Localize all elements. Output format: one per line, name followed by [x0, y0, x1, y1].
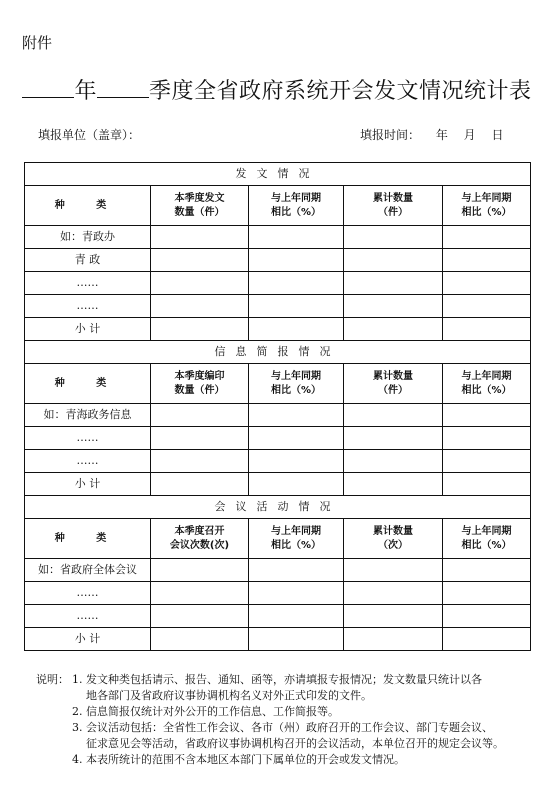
empty-cell[interactable]: [151, 450, 249, 473]
note-body: 会议活动包括：全省性工作会议、各市（州）政府召开的工作会议、部门专题会议、: [86, 721, 493, 734]
column-header: 累计数量 （次）: [344, 519, 443, 559]
row-label: ……: [25, 427, 151, 450]
row-label: 如：省政府全体会议: [25, 559, 151, 582]
row-label: 小 计: [25, 628, 151, 651]
table-row: [25, 272, 531, 295]
note-number: 3.: [72, 721, 83, 734]
empty-cell[interactable]: [344, 582, 443, 605]
empty-cell[interactable]: [443, 582, 531, 605]
note-item: [36, 672, 540, 688]
empty-cell[interactable]: [249, 628, 344, 651]
column-header-row: [25, 186, 531, 226]
empty-cell[interactable]: [249, 404, 344, 427]
section-header-row: [25, 496, 531, 519]
empty-cell[interactable]: [151, 473, 249, 496]
row-label: ……: [25, 272, 151, 295]
note-body: 发文种类包括请示、报告、通知、函等，亦请填报专报情况；发文数量只统计以各: [86, 673, 482, 686]
empty-cell[interactable]: [151, 295, 249, 318]
note-body: 信息简报仅统计对外公开的工作信息、工作简报等。: [86, 705, 339, 718]
filler-time: 填报时间： 年 月 日: [360, 128, 504, 142]
note-number: 4.: [72, 753, 83, 766]
year-blank: [22, 75, 74, 98]
empty-cell[interactable]: [249, 226, 344, 249]
column-header: 本季度编印 数量（件）: [151, 364, 249, 404]
empty-cell[interactable]: [249, 559, 344, 582]
row-label: 青 政: [25, 249, 151, 272]
column-header: 与上年同期 相比（%）: [443, 186, 531, 226]
title-rest: 季度全省政府系统开会发文情况统计表: [149, 79, 532, 104]
empty-cell[interactable]: [249, 272, 344, 295]
column-header: 种 类: [25, 186, 151, 226]
note-body: 本表所统计的范围不含本地区本部门下属单位的开会或发文情况。: [86, 753, 405, 766]
section-header-row: [25, 341, 531, 364]
table-row: [25, 628, 531, 651]
column-header: 与上年同期 相比（%）: [249, 364, 344, 404]
empty-cell[interactable]: [249, 450, 344, 473]
empty-cell[interactable]: [344, 226, 443, 249]
page-title: [0, 74, 554, 105]
empty-cell[interactable]: [344, 427, 443, 450]
empty-cell[interactable]: [443, 628, 531, 651]
column-header-row: [25, 364, 531, 404]
column-header: 种 类: [25, 364, 151, 404]
table-row: [25, 450, 531, 473]
empty-cell[interactable]: [151, 272, 249, 295]
empty-cell[interactable]: [151, 559, 249, 582]
empty-cell[interactable]: [249, 582, 344, 605]
statistics-table: [24, 162, 531, 651]
row-label: 如：青政办: [25, 226, 151, 249]
empty-cell[interactable]: [344, 295, 443, 318]
column-header: 本季度召开 会议次数(次): [151, 519, 249, 559]
section-title: 会议活动情况: [25, 496, 531, 519]
column-header: 累计数量 （件）: [344, 364, 443, 404]
empty-cell[interactable]: [151, 427, 249, 450]
empty-cell[interactable]: [443, 404, 531, 427]
empty-cell[interactable]: [151, 404, 249, 427]
column-header: 与上年同期 相比（%）: [443, 519, 531, 559]
empty-cell[interactable]: [344, 473, 443, 496]
note-number: 1.: [72, 673, 83, 686]
notes-label: 说明：: [36, 673, 69, 686]
row-label: ……: [25, 295, 151, 318]
note-text: [72, 672, 482, 688]
empty-cell[interactable]: [344, 450, 443, 473]
notes: [36, 672, 540, 768]
table-row: [25, 582, 531, 605]
empty-cell[interactable]: [249, 473, 344, 496]
empty-cell[interactable]: [249, 295, 344, 318]
table-row: [25, 427, 531, 450]
empty-cell[interactable]: [249, 318, 344, 341]
table-row: [25, 226, 531, 249]
note-continuation: 征求意见会等活动，省政府议事协调机构召开的会议活动，本单位召开的规定会议等。: [86, 737, 504, 750]
empty-cell[interactable]: [344, 559, 443, 582]
attachment-label: 附件: [22, 34, 53, 52]
column-header: 与上年同期 相比（%）: [443, 364, 531, 404]
section-title: 发文情况: [25, 163, 531, 186]
empty-cell[interactable]: [344, 404, 443, 427]
empty-cell[interactable]: [443, 226, 531, 249]
empty-cell[interactable]: [443, 605, 531, 628]
row-label: 如：青海政务信息: [25, 404, 151, 427]
table-row: [25, 249, 531, 272]
empty-cell[interactable]: [151, 605, 249, 628]
empty-cell[interactable]: [151, 582, 249, 605]
table-row: [25, 404, 531, 427]
empty-cell[interactable]: [443, 249, 531, 272]
empty-cell[interactable]: [249, 427, 344, 450]
empty-cell[interactable]: [443, 295, 531, 318]
column-header: 与上年同期 相比（%）: [249, 186, 344, 226]
filler-unit: 填报单位（盖章）：: [38, 128, 141, 142]
column-header: 累计数量 （件）: [344, 186, 443, 226]
row-label: ……: [25, 582, 151, 605]
column-header-row: [25, 519, 531, 559]
row-label: ……: [25, 605, 151, 628]
note-item: [36, 720, 540, 736]
empty-cell[interactable]: [249, 605, 344, 628]
empty-cell[interactable]: [151, 628, 249, 651]
note-continuation: 地各部门及省政府议事协调机构名义对外正式印发的文件。: [86, 689, 372, 702]
empty-cell[interactable]: [443, 318, 531, 341]
empty-cell[interactable]: [443, 473, 531, 496]
empty-cell[interactable]: [443, 559, 531, 582]
row-label: ……: [25, 450, 151, 473]
note-text: [72, 721, 493, 734]
empty-cell[interactable]: [151, 249, 249, 272]
empty-cell[interactable]: [344, 249, 443, 272]
note-item: [36, 752, 540, 768]
table-row: [25, 605, 531, 628]
empty-cell[interactable]: [344, 272, 443, 295]
empty-cell[interactable]: [344, 318, 443, 341]
empty-cell[interactable]: [151, 226, 249, 249]
table-row: [25, 318, 531, 341]
empty-cell[interactable]: [344, 605, 443, 628]
quarter-blank: [97, 75, 149, 98]
note-item: [36, 704, 540, 720]
note-text: [72, 705, 339, 718]
note-number: 2.: [72, 705, 83, 718]
title-year: 年: [74, 79, 97, 104]
empty-cell[interactable]: [443, 272, 531, 295]
empty-cell[interactable]: [151, 318, 249, 341]
table-row: [25, 559, 531, 582]
column-header: 种 类: [25, 519, 151, 559]
empty-cell[interactable]: [249, 249, 344, 272]
section-title: 信息简报情况: [25, 341, 531, 364]
row-label: 小 计: [25, 473, 151, 496]
column-header: 本季度发文 数量（件）: [151, 186, 249, 226]
table-row: [25, 473, 531, 496]
section-header-row: [25, 163, 531, 186]
empty-cell[interactable]: [443, 427, 531, 450]
table-row: [25, 295, 531, 318]
row-label: 小 计: [25, 318, 151, 341]
note-text: [72, 753, 405, 766]
empty-cell[interactable]: [344, 628, 443, 651]
column-header: 与上年同期 相比（%）: [249, 519, 344, 559]
empty-cell[interactable]: [443, 450, 531, 473]
